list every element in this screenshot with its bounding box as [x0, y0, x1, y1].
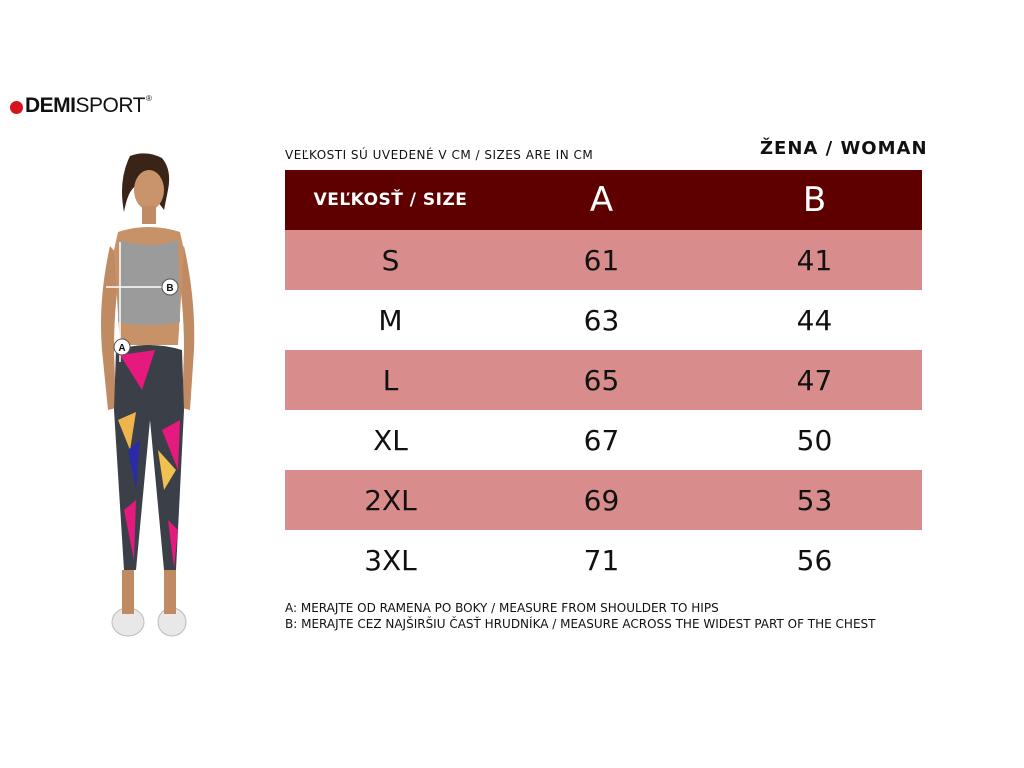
left-calf-shape	[122, 570, 134, 614]
table-header-row	[285, 170, 922, 230]
table-row	[285, 230, 922, 290]
size-cell: L	[382, 363, 399, 397]
size-table	[285, 170, 922, 590]
a-cell: 61	[583, 243, 620, 277]
a-cell: 69	[583, 483, 620, 517]
size-cell: S	[381, 243, 400, 277]
model-figure	[80, 150, 210, 645]
head-shape	[134, 170, 164, 210]
header-b: B	[802, 180, 827, 220]
note-b: B: MERAJTE CEZ NAJŠIRŠIU ČASŤ HRUDNÍKA / MEASURE ACROSS THE WIDEST PART OF THE CHEST	[285, 617, 876, 631]
right-calf-shape	[164, 570, 176, 614]
b-cell: 56	[796, 543, 833, 577]
page-title: ŽENA / WOMAN	[760, 138, 928, 159]
brand-name-bold: DEMI	[25, 94, 76, 117]
a-cell: 71	[583, 543, 620, 577]
note-a: A: MERAJTE OD RAMENA PO BOKY / MEASURE FROM SHOULDER TO HIPS	[285, 601, 719, 615]
table-row	[285, 470, 922, 530]
b-cell: 50	[796, 423, 833, 457]
table-row	[285, 530, 922, 590]
size-cell: XL	[373, 423, 408, 457]
measurement-notes	[285, 600, 875, 632]
b-cell: 41	[796, 243, 833, 277]
header-size: VEĽKOSŤ / SIZE	[313, 190, 468, 210]
brand-dot-icon	[10, 101, 23, 114]
size-cell: M	[378, 303, 403, 337]
table-row	[285, 410, 922, 470]
brand-logo	[10, 93, 151, 119]
b-cell: 53	[796, 483, 833, 517]
brand-name-light: SPORT	[75, 94, 145, 117]
a-cell: 65	[583, 363, 620, 397]
neck-shape	[142, 206, 156, 224]
units-note: VEĽKOSTI SÚ UVEDENÉ V CM / SIZES ARE IN CM	[285, 148, 594, 162]
size-cell: 2XL	[364, 483, 417, 517]
b-cell: 44	[796, 303, 833, 337]
size-cell: 3XL	[364, 543, 417, 577]
header-a: A	[589, 180, 614, 220]
table-row	[285, 350, 922, 410]
marker-b-label: B	[166, 283, 174, 294]
a-cell: 63	[583, 303, 620, 337]
table-row	[285, 290, 922, 350]
a-cell: 67	[583, 423, 620, 457]
registered-mark: ®	[145, 93, 152, 103]
b-cell: 47	[796, 363, 833, 397]
marker-a-label: A	[118, 343, 126, 354]
